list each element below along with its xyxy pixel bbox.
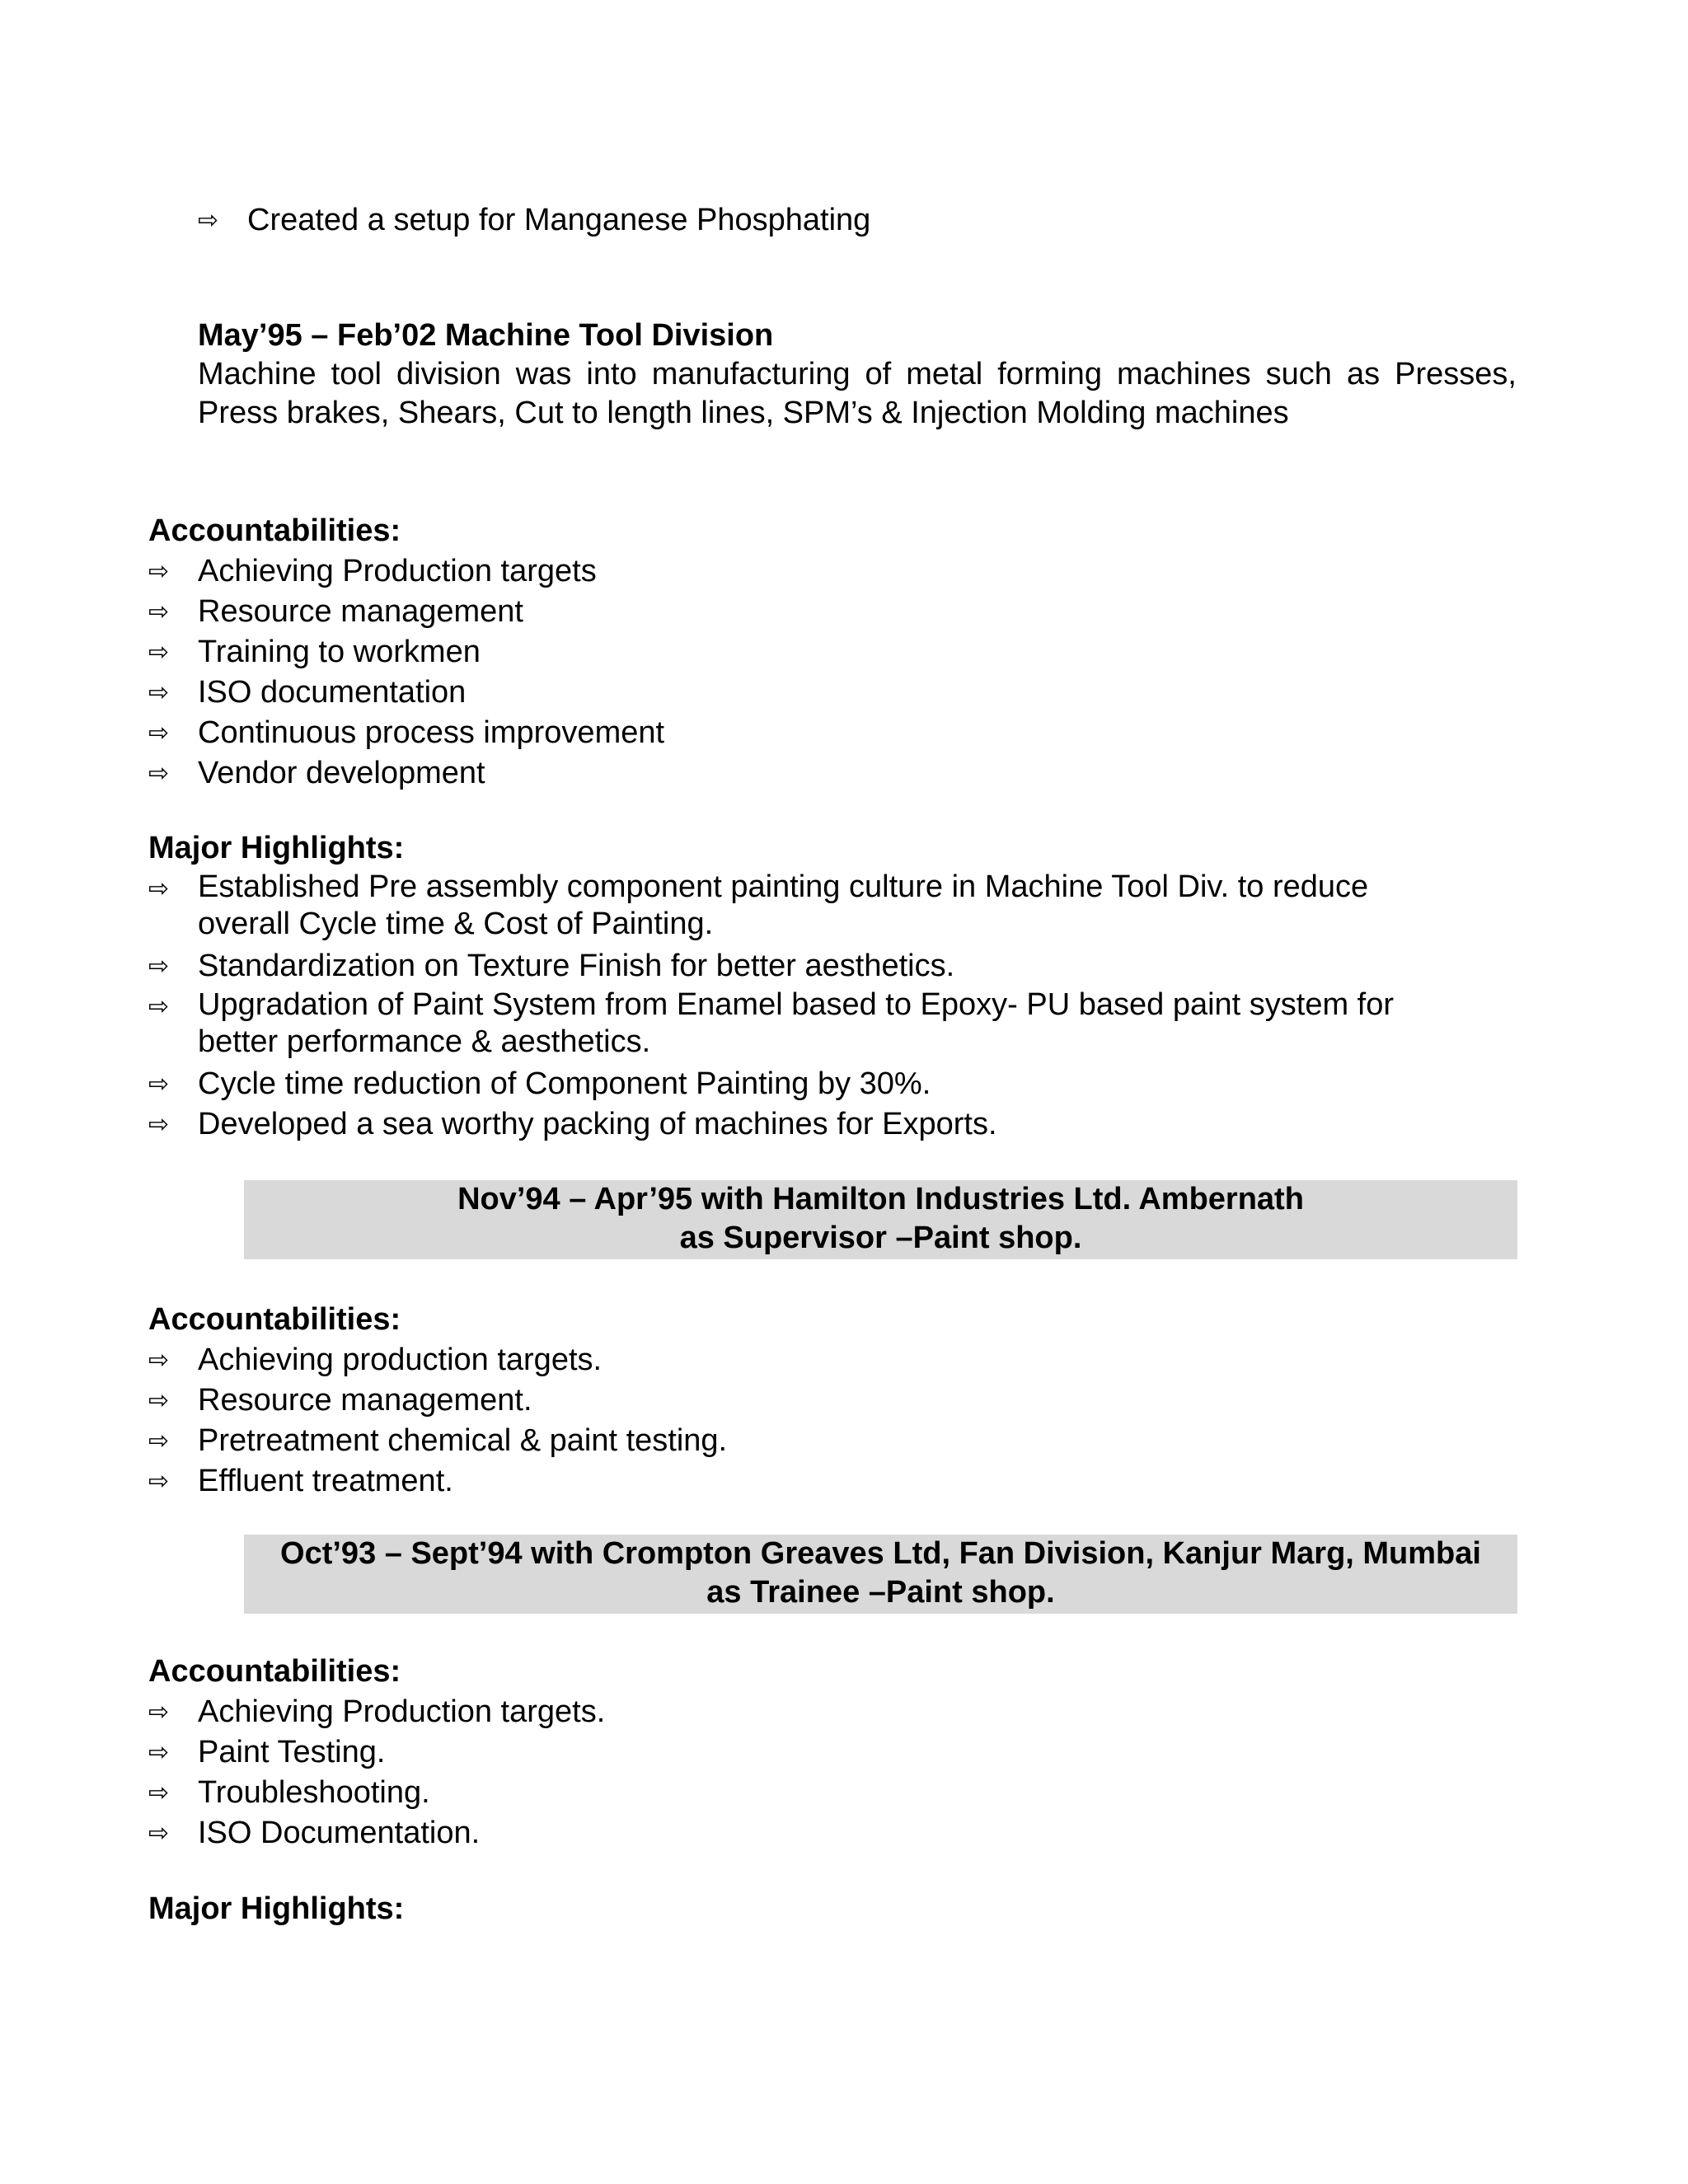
list-item-text: Pretreatment chemical & paint testing.	[198, 1423, 728, 1458]
accountabilities-list	[148, 1692, 1517, 1854]
list-item	[148, 1692, 1517, 1732]
list-item-text: Established Pre assembly component painting culture in Machine Tool Div. to reduce overall Cycle time & Cost of Painting.	[198, 869, 1369, 941]
list-item-text: Cycle time reduction of Component Painting by 30%.	[198, 1066, 931, 1101]
banner-line: Oct’93 – Sept’94 with Crompton Greaves Ltd, Fan Division, Kanjur Marg, Mumbai	[280, 1536, 1481, 1571]
employment-banner	[244, 1180, 1517, 1259]
arrow-bullet-icon: ⇨	[148, 952, 170, 981]
list-item-text: Effluent treatment.	[198, 1464, 453, 1498]
employment-banner	[244, 1535, 1517, 1614]
list-item-text: Standardization on Texture Finish for better aesthetics.	[198, 949, 955, 983]
accountabilities-list	[148, 551, 1517, 794]
division-block	[198, 316, 1517, 433]
banner-line: Nov’94 – Apr’95 with Hamilton Industries Ltd. Ambernath	[457, 1182, 1304, 1216]
list-item	[148, 753, 1517, 794]
list-item	[148, 632, 1517, 673]
highlights-heading: Major Highlights:	[148, 831, 405, 865]
list-item	[198, 200, 1517, 241]
list-item	[148, 946, 1434, 987]
list-item-text: Upgradation of Paint System from Enamel based to Epoxy- PU based paint system for better performance & aesthetics.	[198, 987, 1395, 1059]
arrow-bullet-icon: ⇨	[148, 557, 170, 586]
accountabilities-heading: Accountabilities:	[148, 1654, 401, 1689]
list-item	[148, 1340, 1517, 1380]
arrow-bullet-icon: ⇨	[148, 1346, 170, 1375]
division-title: May’95 – Feb’02 Machine Tool Division	[198, 318, 774, 353]
highlights-list	[148, 869, 1434, 1145]
list-item-text: Resource management.	[198, 1383, 532, 1418]
list-item-text: Achieving production targets.	[198, 1343, 603, 1377]
list-item	[148, 1813, 1517, 1854]
banner-line: as Supervisor –Paint shop.	[679, 1221, 1082, 1255]
list-item	[148, 1380, 1517, 1421]
arrow-bullet-icon: ⇨	[148, 1070, 170, 1099]
arrow-bullet-icon: ⇨	[198, 206, 219, 235]
list-item-text: Continuous process improvement	[198, 715, 665, 750]
list-item-text: Resource management	[198, 594, 523, 629]
list-item-text: Created a setup for Manganese Phosphating	[247, 203, 871, 237]
list-item	[148, 1421, 1517, 1461]
list-item-text: Achieving Production targets	[198, 554, 597, 588]
list-item	[148, 1773, 1517, 1813]
list-item-text: Vendor development	[198, 756, 485, 790]
list-item-text: ISO documentation	[198, 675, 467, 710]
arrow-bullet-icon: ⇨	[148, 1698, 170, 1727]
list-item	[148, 592, 1517, 632]
list-item	[148, 1732, 1517, 1773]
arrow-bullet-icon: ⇨	[148, 1386, 170, 1415]
list-item	[148, 987, 1434, 1061]
arrow-bullet-icon: ⇨	[148, 1738, 170, 1767]
list-item-text: Achieving Production targets.	[198, 1694, 606, 1729]
accountabilities-list	[148, 1340, 1517, 1502]
list-item-text: Developed a sea worthy packing of machines for Exports.	[198, 1107, 997, 1141]
arrow-bullet-icon: ⇨	[148, 874, 170, 903]
arrow-bullet-icon: ⇨	[148, 598, 170, 626]
arrow-bullet-icon: ⇨	[148, 719, 170, 748]
arrow-bullet-icon: ⇨	[148, 992, 170, 1021]
accountabilities-heading: Accountabilities:	[148, 1302, 401, 1337]
list-item	[148, 673, 1517, 713]
list-item	[148, 1461, 1517, 1502]
list-item-text: Paint Testing.	[198, 1735, 386, 1769]
arrow-bullet-icon: ⇨	[148, 759, 170, 788]
arrow-bullet-icon: ⇨	[148, 1427, 170, 1455]
list-item-text: Troubleshooting.	[198, 1775, 430, 1810]
arrow-bullet-icon: ⇨	[148, 1110, 170, 1139]
list-item	[148, 869, 1434, 943]
banner-line: as Trainee –Paint shop.	[706, 1575, 1055, 1610]
list-item	[148, 1104, 1434, 1145]
list-item	[148, 713, 1517, 753]
list-item-text: Training to workmen	[198, 635, 481, 669]
highlights-heading: Major Highlights:	[148, 1891, 405, 1926]
list-item	[148, 551, 1517, 592]
arrow-bullet-icon: ⇨	[148, 678, 170, 707]
accountabilities-heading: Accountabilities:	[148, 513, 401, 548]
arrow-bullet-icon: ⇨	[148, 1467, 170, 1496]
arrow-bullet-icon: ⇨	[148, 1779, 170, 1807]
division-description: Machine tool division was into manufacturing of metal forming machines such as Presses, Press brakes, Shears, Cut to length lines, SPM’s & Injection Molding machines	[198, 357, 1517, 430]
arrow-bullet-icon: ⇨	[148, 638, 170, 667]
list-item	[148, 1064, 1434, 1104]
arrow-bullet-icon: ⇨	[148, 1819, 170, 1848]
list-item-text: ISO Documentation.	[198, 1816, 481, 1850]
top-bullet-list	[198, 200, 1517, 241]
